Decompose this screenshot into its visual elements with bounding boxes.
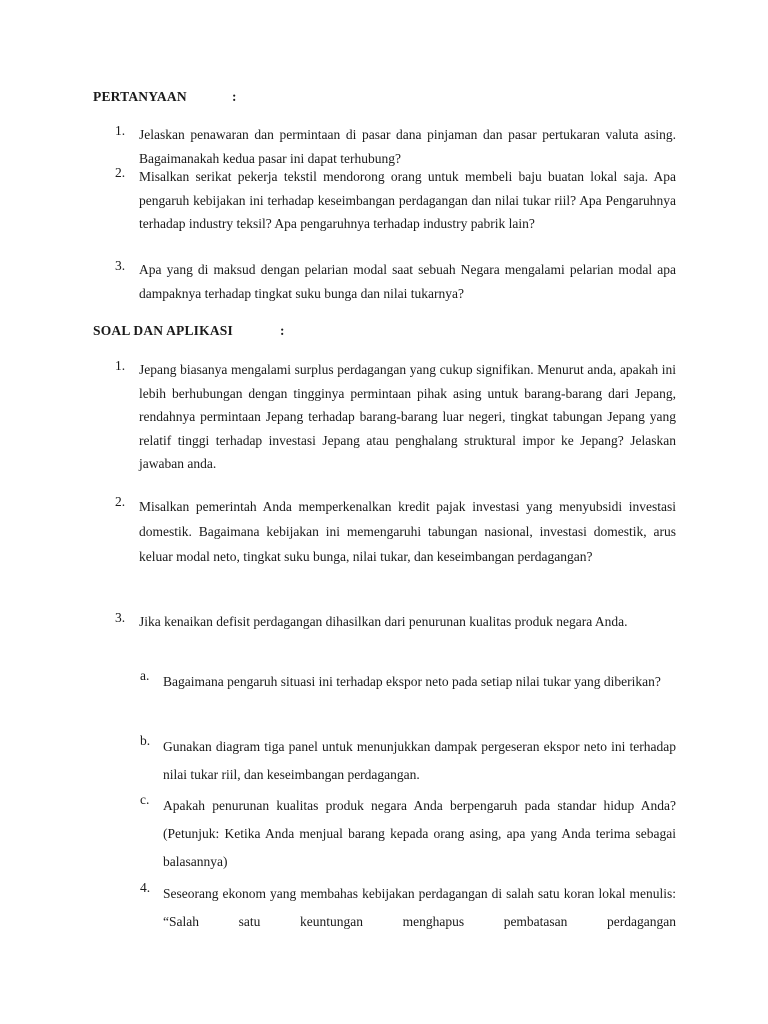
sub-item-text: Seseorang ekonom yang membahas kebijakan perdagangan di salah satu koran lokal menulis: “Salah satu keuntungan menghapus pembatasan perdagangan (163, 886, 676, 929)
item-text: Jelaskan penawaran dan permintaan di pasar dana pinjaman dan pasar pertukaran valuta asing. Bagaimanakah kedua pasar ini dapat terhubung? (139, 127, 676, 166)
item-text: Apa yang di maksud dengan pelarian modal saat sebuah Negara mengalami pelarian modal apa dampaknya terhadap tingkat suku bunga dan nilai tukarnya? (139, 262, 676, 301)
item-text: Jepang biasanya mengalami surplus perdagangan yang cukup signifikan. Menurut anda, apakah ini lebih berhubungan dengan tingginya permintaan pihak asing untuk barang-barang dari Jepang, rendahnya permintaan Jepang terhadap barang-barang luar negeri, tingkat tabungan Jepang yang relatif tinggi terhadap investasi Jepang atau penghalang struktural impor ke Jepang? Jelaskan jawaban anda. (139, 362, 676, 471)
sub-item-label: b. (140, 733, 151, 748)
heading-colon: : (232, 89, 237, 104)
section-heading-pertanyaan (93, 89, 237, 105)
sub-item-label: a. (140, 668, 150, 683)
item-number: 3. (115, 258, 126, 273)
item-number: 1. (115, 123, 126, 138)
section-heading-soal-dan-aplikasi (93, 323, 285, 339)
item-text: Misalkan pemerintah Anda memperkenalkan kredit pajak investasi yang menyubsidi investasi domestik. Bagaimana kebijakan ini memengaruhi tabungan nasional, investasi domestik, arus keluar modal neto, tingkat suku bunga, nilai tukar, dan keseimbangan perdagangan? (139, 499, 676, 564)
item-text: Jika kenaikan defisit perdagangan dihasilkan dari penurunan kualitas produk negara Anda. (139, 614, 628, 629)
sub-item-label: c. (140, 792, 150, 807)
sub-item-label: 4. (140, 880, 151, 895)
heading-text: SOAL DAN APLIKASI (93, 323, 233, 338)
heading-colon: : (280, 323, 285, 338)
item-number: 3. (115, 610, 126, 625)
item-text: Misalkan serikat pekerja tekstil mendorong orang untuk membeli baju buatan lokal saja. Apa pengaruh kebijakan ini terhadap keseimbangan perdagangan dan nilai tukar riil? Apa Pengaruhnya terhadap industry teksil? Apa pengaruhnya terhadap industry pabrik lain? (139, 169, 676, 231)
item-number: 1. (115, 358, 126, 373)
sub-item-text: Apakah penurunan kualitas produk negara Anda berpengaruh pada standar hidup Anda? (Petunjuk: Ketika Anda menjual barang kepada orang asing, apa yang Anda terima sebagai balasannya) (163, 798, 676, 869)
sub-item-text: Gunakan diagram tiga panel untuk menunjukkan dampak pergeseran ekspor neto ini terhadap nilai tukar riil, dan keseimbangan perdagangan. (163, 739, 676, 782)
item-number: 2. (115, 165, 126, 180)
sub-item-text: Bagaimana pengaruh situasi ini terhadap ekspor neto pada setiap nilai tukar yang diberikan? (163, 674, 661, 689)
heading-text: PERTANYAAN (93, 89, 187, 104)
item-number: 2. (115, 494, 126, 509)
